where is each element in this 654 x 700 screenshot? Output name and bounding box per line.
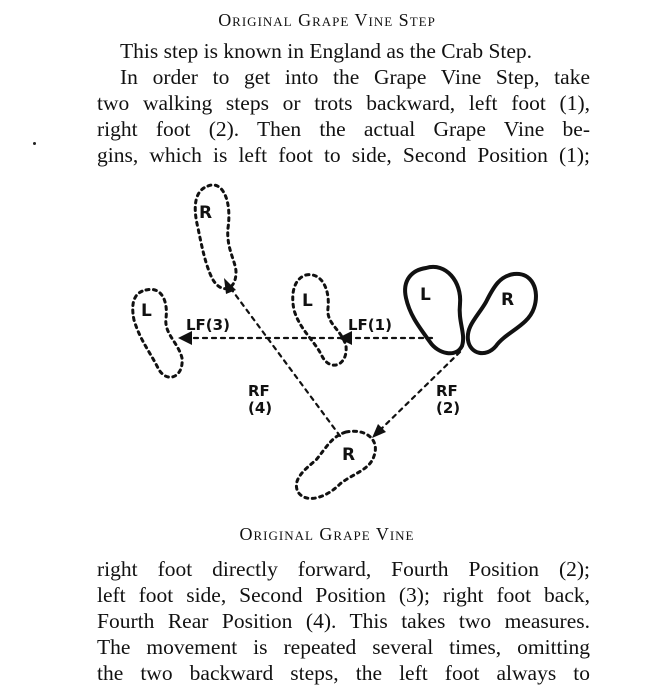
paragraph-line: two walking steps or trots backward, left foot (1),	[97, 91, 590, 115]
footprint-label: R	[501, 290, 515, 310]
paragraph-line: right foot (2). Then the actual Grape Vine be-	[97, 117, 590, 141]
step-label: (4)	[248, 399, 273, 417]
footprint-label: L	[141, 301, 152, 321]
footprint-left-middle	[293, 275, 346, 365]
paragraph-line: This step is known in England as the Crab Step.	[120, 39, 533, 63]
paragraph-line: the two backward steps, the left foot always to	[97, 661, 590, 685]
step-label: RF	[436, 382, 458, 400]
footprint-left-left	[133, 289, 182, 377]
paragraph-line: left foot side, Second Position (3); right foot back,	[97, 583, 590, 607]
step-label: (2)	[436, 399, 461, 417]
footprint-right-bottom	[296, 431, 375, 498]
step-label: LF(1)	[348, 316, 392, 334]
footprint-left-solid	[405, 267, 463, 353]
footprint-right-solid	[468, 274, 536, 353]
paragraph-line: right foot directly forward, Fourth Position (2);	[97, 557, 590, 581]
footprint-label: R	[199, 203, 213, 223]
paragraph-line: Fourth Rear Position (4). This takes two measures.	[97, 609, 590, 633]
paragraph-line: gins, which is left foot to side, Second Position (1);	[97, 143, 590, 167]
paragraph-line: The movement is repeated several times, omitting	[97, 635, 590, 659]
step-label: RF	[248, 382, 270, 400]
footprint-label: L	[302, 291, 313, 311]
arrowhead-down	[372, 424, 386, 438]
footprint-right-top	[195, 185, 236, 289]
footprint-label: L	[420, 285, 431, 305]
footprint-label: R	[342, 445, 356, 465]
figure-caption: Original Grape Vine	[239, 524, 415, 544]
step-label: LF(3)	[186, 316, 230, 334]
section-heading: Original Grape Vine Step	[218, 10, 436, 30]
paragraph-line: In order to get into the Grape Vine Step, take	[120, 65, 590, 89]
